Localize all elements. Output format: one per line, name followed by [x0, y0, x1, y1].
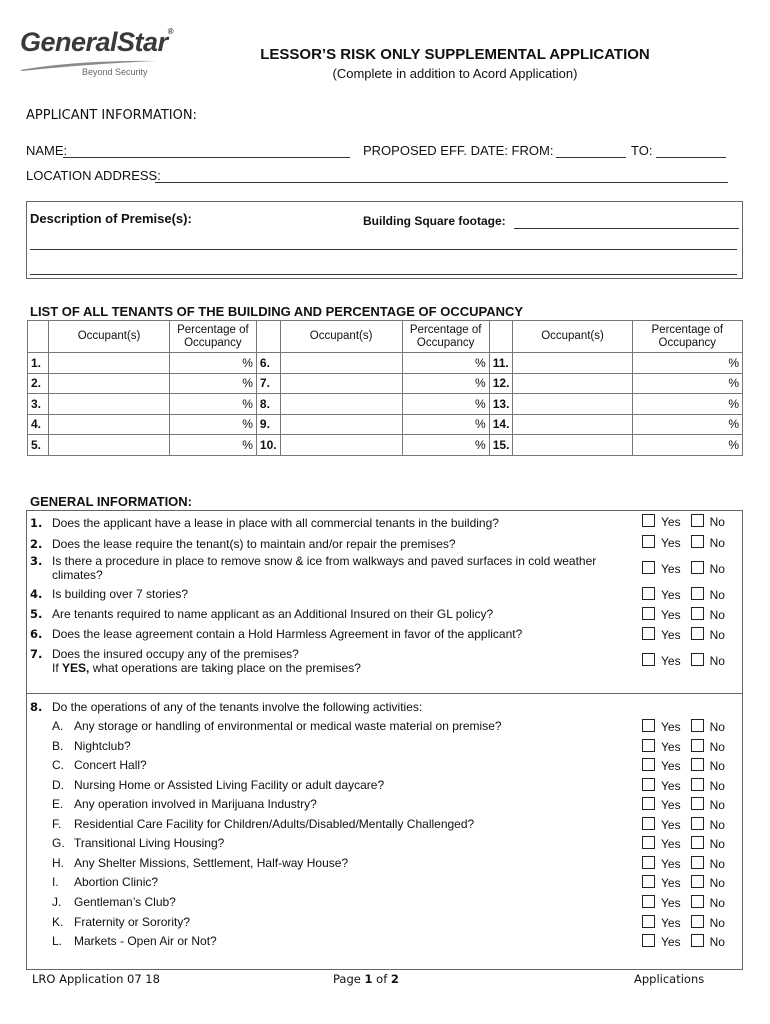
yes-checkbox[interactable] — [642, 817, 655, 830]
no-checkbox[interactable] — [691, 836, 704, 849]
tenant-number: 6. — [256, 353, 280, 374]
yes-checkbox[interactable] — [642, 514, 655, 527]
no-checkbox[interactable] — [691, 778, 704, 791]
eff-date-from-field[interactable] — [556, 157, 626, 158]
logo-tagline: Beyond Security — [82, 67, 148, 77]
to-label: TO: — [631, 143, 653, 158]
header-occupant: Occupant(s) — [513, 321, 632, 353]
question-number: 2. — [30, 537, 43, 551]
tenant-row — [28, 435, 743, 456]
question-number: 1. — [30, 516, 43, 530]
tenants-table — [27, 320, 743, 456]
form-title: LESSOR’S RISK ONLY SUPPLEMENTAL APPLICATION — [260, 46, 650, 63]
question-text — [52, 537, 637, 551]
yes-label: Yes — [661, 856, 681, 871]
question-text-post: what operations are taking place on the premises? — [89, 661, 361, 675]
sub-question-letter: B. — [52, 738, 64, 753]
premises-label: Description of Premise(s): — [30, 211, 192, 226]
tenant-number: 8. — [256, 394, 280, 415]
percentage-field[interactable]: % — [632, 394, 742, 415]
yes-no-group — [642, 934, 725, 948]
question-text-pre: If — [52, 661, 63, 675]
form-subtitle: (Complete in addition to Acord Application) — [332, 66, 578, 81]
header-pct: Percentage of Occupancy — [402, 321, 489, 353]
yes-no-group — [642, 758, 725, 772]
occupant-field[interactable] — [49, 414, 170, 435]
sub-question-text: Any Shelter Missions, Settlement, Half-way House? — [74, 855, 349, 870]
yes-label: Yes — [661, 720, 681, 734]
no-label: No — [709, 817, 725, 832]
question-text-bold: YES, — [62, 661, 90, 675]
no-label: No — [709, 935, 725, 950]
no-label: No — [709, 739, 725, 754]
no-checkbox[interactable] — [691, 875, 704, 888]
yes-no-group — [642, 535, 725, 549]
yes-checkbox[interactable] — [642, 758, 655, 771]
yes-no-group — [642, 607, 725, 621]
yes-label: Yes — [661, 759, 681, 774]
sub-question-text: Markets - Open Air or Not? — [74, 934, 217, 949]
occupant-field[interactable] — [280, 373, 402, 394]
eff-date-to-field[interactable] — [656, 157, 726, 158]
sub-question-text: Gentleman’s Club? — [74, 894, 176, 909]
yes-checkbox[interactable] — [642, 778, 655, 791]
tenants-heading: LIST OF ALL TENANTS OF THE BUILDING AND PERCENTAGE OF OCCUPANCY — [30, 304, 524, 319]
header-occupant: Occupant(s) — [49, 321, 170, 353]
no-checkbox[interactable] — [691, 915, 704, 928]
no-checkbox[interactable] — [691, 627, 704, 640]
question-text-line: Does the lease require the tenant(s) to maintain and/or repair the premises? — [52, 537, 456, 551]
no-checkbox[interactable] — [691, 856, 704, 869]
no-label: No — [709, 720, 725, 734]
question-text — [52, 647, 637, 675]
no-label: No — [709, 562, 725, 576]
yes-label: Yes — [661, 739, 681, 754]
yes-label: Yes — [661, 562, 681, 576]
name-label: NAME: — [26, 143, 68, 158]
sub-question-letter: K. — [52, 914, 64, 929]
tenant-number: 2. — [28, 373, 49, 394]
no-checkbox[interactable] — [691, 817, 704, 830]
no-checkbox[interactable] — [691, 587, 704, 600]
header-pct: Percentage of Occupancy — [169, 321, 256, 353]
yes-no-group — [642, 653, 725, 667]
percentage-field[interactable]: % — [632, 353, 742, 374]
no-checkbox[interactable] — [691, 934, 704, 947]
no-checkbox[interactable] — [691, 535, 704, 548]
tenant-number: 13. — [489, 394, 513, 415]
yes-label: Yes — [661, 778, 681, 793]
yes-checkbox[interactable] — [642, 934, 655, 947]
yes-no-group — [642, 856, 725, 870]
tenant-row — [28, 394, 743, 415]
no-label: No — [709, 915, 725, 930]
header-occupant: Occupant(s) — [280, 321, 402, 353]
no-label: No — [709, 837, 725, 852]
yes-no-group — [642, 587, 725, 601]
yes-no-group — [642, 561, 725, 575]
yes-no-group — [642, 875, 725, 889]
tenant-number: 12. — [489, 373, 513, 394]
sqft-label: Building Square footage: — [363, 214, 506, 228]
question-text-line: Is building over 7 stories? — [52, 587, 189, 601]
location-field[interactable] — [155, 182, 728, 183]
no-checkbox[interactable] — [691, 758, 704, 771]
yes-checkbox[interactable] — [642, 627, 655, 640]
question-number: 6. — [30, 627, 43, 641]
percentage-field[interactable]: % — [169, 373, 256, 394]
percentage-field[interactable]: % — [632, 435, 742, 456]
sqft-field[interactable] — [514, 228, 739, 229]
question-text-line: Does the lease agreement contain a Hold Harmless Agreement in favor of the applicant? — [52, 627, 523, 641]
tenant-number: 7. — [256, 373, 280, 394]
no-checkbox[interactable] — [691, 797, 704, 810]
occupant-field[interactable] — [513, 394, 632, 415]
yes-no-group — [642, 627, 725, 641]
question-number: 5. — [30, 607, 43, 621]
no-label: No — [709, 608, 725, 622]
sub-question-letter: E. — [52, 797, 64, 812]
question-number: 4. — [30, 587, 43, 601]
tenant-row — [28, 373, 743, 394]
question-text: Do the operations of any of the tenants involve the following activities: — [52, 700, 423, 714]
question-number: 8. — [30, 700, 43, 714]
yes-label: Yes — [661, 915, 681, 930]
no-checkbox[interactable] — [691, 895, 704, 908]
yes-label: Yes — [661, 628, 681, 642]
footer-form-code: LRO Application 07 18 — [32, 972, 160, 986]
yes-no-group — [642, 778, 725, 792]
sub-question-letter: J. — [52, 894, 62, 909]
sub-question-letter: H. — [52, 855, 64, 870]
page-total: 2 — [390, 972, 399, 986]
yes-checkbox[interactable] — [642, 587, 655, 600]
occupant-field[interactable] — [280, 435, 402, 456]
yes-label: Yes — [661, 876, 681, 891]
sub-question-letter: G. — [52, 836, 65, 851]
percentage-field[interactable]: % — [169, 414, 256, 435]
yes-label: Yes — [661, 654, 681, 668]
no-label: No — [709, 654, 725, 668]
occupant-field[interactable] — [49, 373, 170, 394]
yes-label: Yes — [661, 608, 681, 622]
sub-question-text: Any operation involved in Marijuana Industry? — [74, 797, 317, 812]
sub-question-text: Residential Care Facility for Children/Adults/Disabled/Mentally Challenged? — [74, 816, 475, 831]
tenant-number: 1. — [28, 353, 49, 374]
tenant-number: 15. — [489, 435, 513, 456]
sub-question-text: Transitional Living Housing? — [74, 836, 225, 851]
occupant-field[interactable] — [513, 373, 632, 394]
header-pct: Percentage of Occupancy — [632, 321, 742, 353]
percentage-field[interactable]: % — [402, 373, 489, 394]
tenant-row — [28, 353, 743, 374]
sub-question-text: Fraternity or Sorority? — [74, 914, 191, 929]
yes-label: Yes — [661, 798, 681, 813]
no-label: No — [709, 588, 725, 602]
no-checkbox[interactable] — [691, 514, 704, 527]
sub-question-text: Nursing Home or Assisted Living Facility or adult daycare? — [74, 777, 385, 792]
page-current: 1 — [364, 972, 373, 986]
percentage-field[interactable]: % — [632, 414, 742, 435]
sub-question-text: Concert Hall? — [74, 758, 147, 773]
occupant-field[interactable] — [280, 353, 402, 374]
question-text — [52, 516, 637, 530]
sub-question-letter: L. — [52, 934, 63, 949]
yes-checkbox[interactable] — [642, 535, 655, 548]
question-number: 7. — [30, 647, 43, 661]
yes-checkbox[interactable] — [642, 895, 655, 908]
occupant-field[interactable] — [513, 414, 632, 435]
sub-question-letter: I. — [52, 875, 59, 890]
no-label: No — [709, 798, 725, 813]
yes-checkbox[interactable] — [642, 561, 655, 574]
occupant-field[interactable] — [49, 353, 170, 374]
yes-checkbox[interactable] — [642, 856, 655, 869]
premises-line-1[interactable] — [30, 249, 737, 250]
question-text — [52, 627, 637, 641]
yes-label: Yes — [661, 935, 681, 950]
no-checkbox[interactable] — [691, 607, 704, 620]
yes-no-group — [642, 514, 725, 528]
no-label: No — [709, 515, 725, 529]
percentage-field[interactable]: % — [169, 353, 256, 374]
no-checkbox[interactable] — [691, 653, 704, 666]
yes-no-group — [642, 817, 725, 831]
yes-label: Yes — [661, 515, 681, 529]
tenant-number: 4. — [28, 414, 49, 435]
question-text-line: Is there a procedure in place to remove snow & ice from walkways and paved surfaces in cold weather climates? — [52, 554, 597, 582]
sub-question-letter: A. — [52, 719, 64, 733]
tenant-number: 9. — [256, 414, 280, 435]
question-number: 3. — [30, 554, 43, 568]
no-label: No — [709, 895, 725, 910]
sub-question-text: Any storage or handling of environmental or medical waste material on premise? — [74, 719, 502, 733]
no-checkbox[interactable] — [691, 719, 704, 732]
occupant-field[interactable] — [49, 394, 170, 415]
yes-no-group — [642, 719, 725, 733]
header-blank — [256, 321, 280, 353]
question-text — [52, 554, 637, 582]
logo-reg-mark: ® — [167, 27, 173, 36]
question-text-line: Does the insured occupy any of the premises? — [52, 647, 299, 661]
tenant-number: 14. — [489, 414, 513, 435]
yes-no-group — [642, 797, 725, 811]
yes-no-group — [642, 915, 725, 929]
sub-question-letter: F. — [52, 816, 62, 831]
tenant-row — [28, 414, 743, 435]
no-label: No — [709, 536, 725, 550]
no-label: No — [709, 628, 725, 642]
percentage-field[interactable]: % — [632, 373, 742, 394]
occupant-field[interactable] — [49, 435, 170, 456]
yes-checkbox[interactable] — [642, 797, 655, 810]
percentage-field[interactable]: % — [169, 394, 256, 415]
question-text — [52, 587, 637, 601]
sub-question-text: Nightclub? — [74, 738, 131, 753]
yes-label: Yes — [661, 895, 681, 910]
logo-brand: GeneralStar — [20, 27, 168, 57]
footer-section: Applications — [634, 972, 705, 986]
no-label: No — [709, 856, 725, 871]
percentage-field[interactable]: % — [402, 414, 489, 435]
percentage-field[interactable]: % — [402, 435, 489, 456]
no-checkbox[interactable] — [691, 739, 704, 752]
question-text-line: Does the applicant have a lease in place with all commercial tenants in the building? — [52, 516, 499, 530]
yes-no-group — [642, 739, 725, 753]
yes-no-group — [642, 836, 725, 850]
occupant-field[interactable] — [513, 353, 632, 374]
location-label: LOCATION ADDRESS: — [26, 168, 161, 183]
yes-checkbox[interactable] — [642, 836, 655, 849]
page-of: of — [372, 972, 391, 986]
tenant-number: 11. — [489, 353, 513, 374]
occupant-field[interactable] — [280, 394, 402, 415]
yes-checkbox[interactable] — [642, 719, 655, 732]
yes-label: Yes — [661, 837, 681, 852]
yes-checkbox[interactable] — [642, 739, 655, 752]
yes-label: Yes — [661, 817, 681, 832]
page-prefix: Page — [333, 972, 365, 986]
general-heading: GENERAL INFORMATION: — [30, 494, 193, 509]
percentage-field[interactable]: % — [169, 435, 256, 456]
percentage-field[interactable]: % — [402, 394, 489, 415]
header-blank — [489, 321, 513, 353]
yes-checkbox[interactable] — [642, 607, 655, 620]
tenants-header-row — [28, 321, 743, 353]
yes-label: Yes — [661, 588, 681, 602]
yes-no-group — [642, 895, 725, 909]
footer-page-number — [333, 972, 399, 986]
yes-checkbox[interactable] — [642, 915, 655, 928]
tenant-number: 5. — [28, 435, 49, 456]
question-text-line: Are tenants required to name applicant as an Additional Insured on their GL policy? — [52, 607, 494, 621]
sub-question-letter: D. — [52, 777, 64, 792]
tenant-number: 3. — [28, 394, 49, 415]
premises-line-2[interactable] — [30, 274, 737, 275]
yes-checkbox[interactable] — [642, 875, 655, 888]
yes-checkbox[interactable] — [642, 653, 655, 666]
occupant-field[interactable] — [513, 435, 632, 456]
eff-date-label: PROPOSED EFF. DATE: FROM: — [363, 143, 554, 158]
no-label: No — [709, 778, 725, 793]
header-blank — [28, 321, 49, 353]
percentage-field[interactable]: % — [402, 353, 489, 374]
sub-question-letter: C. — [52, 758, 64, 773]
no-label: No — [709, 759, 725, 774]
no-label: No — [709, 876, 725, 891]
question-text — [52, 607, 637, 621]
sub-question-text: Abortion Clinic? — [74, 875, 159, 890]
tenant-number: 10. — [256, 435, 280, 456]
no-checkbox[interactable] — [691, 561, 704, 574]
name-field[interactable] — [63, 157, 350, 158]
occupant-field[interactable] — [280, 414, 402, 435]
yes-label: Yes — [661, 536, 681, 550]
applicant-heading: APPLICANT INFORMATION: — [26, 108, 197, 123]
